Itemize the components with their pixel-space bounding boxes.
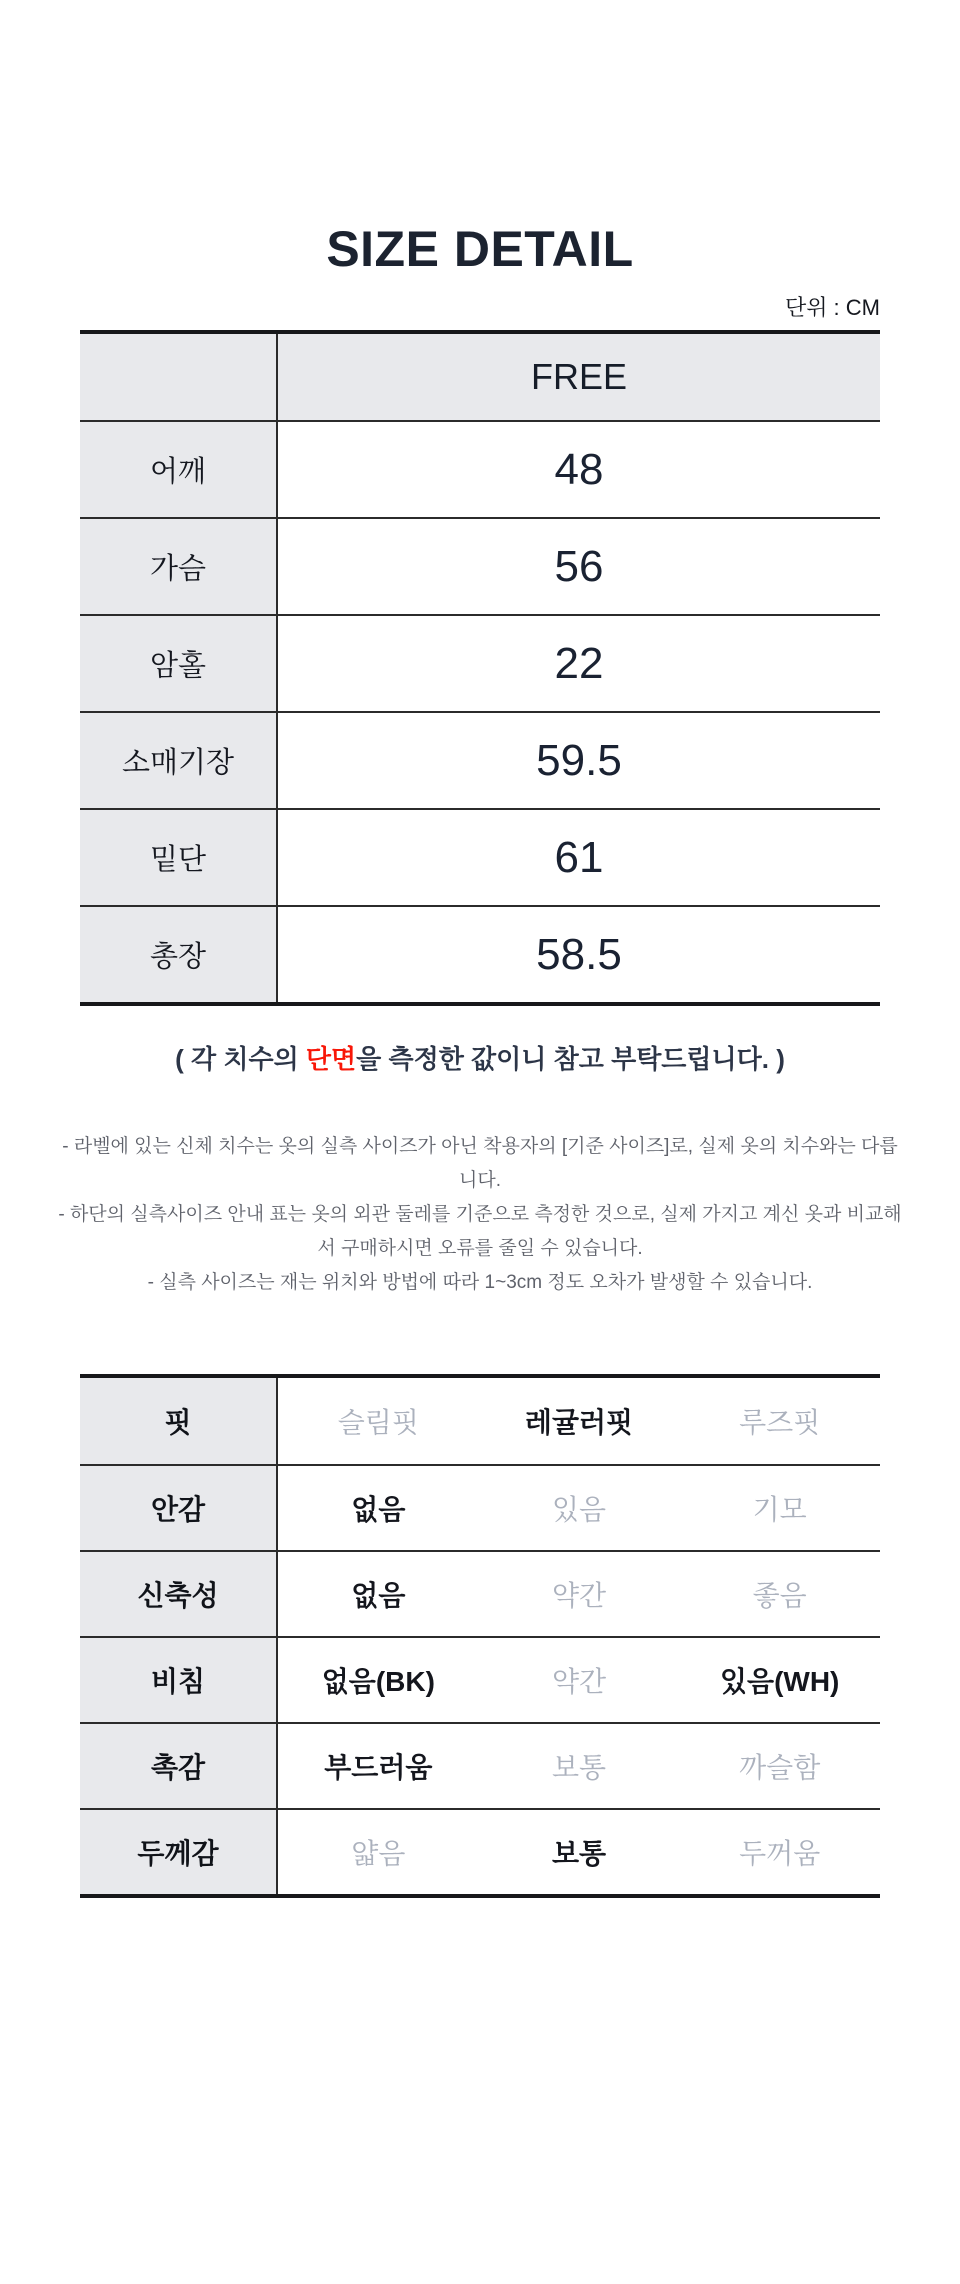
measure-value: 61: [278, 810, 880, 905]
measure-value: 48: [278, 422, 880, 517]
size-detail-table: [80, 330, 880, 1006]
attr-options: [278, 1638, 880, 1722]
measure-label: 어깨: [80, 422, 278, 517]
disclaimer-list: [57, 1130, 903, 1300]
measure-label: 암홀: [80, 616, 278, 711]
page-title: SIZE DETAIL: [326, 221, 634, 277]
attr-label: 핏: [80, 1378, 278, 1464]
table-row: [80, 1550, 880, 1636]
attr-option: 부드러움: [324, 1752, 433, 1783]
attr-option: 없음: [351, 1580, 406, 1611]
size-table-header-row: [80, 334, 880, 420]
measure-value: 58.5: [278, 907, 880, 1002]
measure-note: [0, 1044, 960, 1074]
unit-label: 단위 : CM: [784, 295, 880, 320]
attr-options: [278, 1810, 880, 1894]
attr-option: 슬림핏: [337, 1407, 419, 1438]
disclaimer-line: - 라벨에 있는 신체 치수는 옷의 실측 사이즈가 아닌 착용자의 [기준 사이즈]로, 실제 옷의 치수와는 다릅니다.: [62, 1136, 898, 1191]
attr-label: 촉감: [80, 1724, 278, 1808]
attr-options: [278, 1378, 880, 1464]
table-row: [80, 420, 880, 517]
disclaimer-line: - 하단의 실측사이즈 안내 표는 옷의 외관 둘레를 기준으로 측정한 것으로, 실제 가지고 계신 옷과 비교해서 구매하시면 오류를 줄일 수 있습니다.: [58, 1204, 902, 1259]
measure-label: 소매기장: [80, 713, 278, 808]
measure-value: 56: [278, 519, 880, 614]
measure-label: 밑단: [80, 810, 278, 905]
attr-option: 있음(WH): [719, 1666, 840, 1697]
measure-value: 22: [278, 616, 880, 711]
measure-label: 가슴: [80, 519, 278, 614]
note-suffix: 을 측정한 값이니 참고 부탁드립니다. ): [356, 1044, 785, 1074]
table-row: [80, 1808, 880, 1894]
attr-option: 보통: [551, 1752, 607, 1783]
table-row: [80, 1464, 880, 1550]
attr-option: 있음: [551, 1494, 607, 1525]
table-row: [80, 905, 880, 1002]
attr-option: 없음(BK): [321, 1666, 435, 1697]
attr-option: 루즈핏: [739, 1407, 821, 1438]
attr-option: 레귤러핏: [524, 1407, 634, 1438]
attr-option: 없음: [351, 1494, 406, 1525]
measure-value: 59.5: [278, 713, 880, 808]
table-row: [80, 1378, 880, 1464]
attr-options: [278, 1552, 880, 1636]
attr-option: 보통: [551, 1838, 607, 1869]
attr-option: 두꺼움: [739, 1838, 821, 1869]
attr-option: 좋음: [752, 1580, 807, 1611]
attr-label: 비침: [80, 1638, 278, 1722]
attr-option: 얇음: [351, 1838, 406, 1869]
attr-label: 두께감: [80, 1810, 278, 1894]
attr-options: [278, 1724, 880, 1808]
table-row: [80, 711, 880, 808]
size-column-header: FREE: [278, 334, 880, 420]
attr-option: 기모: [752, 1494, 807, 1525]
table-row: [80, 808, 880, 905]
attr-label: 신축성: [80, 1552, 278, 1636]
attr-options: [278, 1466, 880, 1550]
disclaimer-line: - 실측 사이즈는 재는 위치와 방법에 따라 1~3cm 정도 오차가 발생할 수 있습니다.: [147, 1272, 813, 1293]
attr-label: 안감: [80, 1466, 278, 1550]
table-row: [80, 1722, 880, 1808]
attr-option: 약간: [551, 1666, 607, 1697]
table-row: [80, 517, 880, 614]
attr-option: 약간: [551, 1580, 607, 1611]
size-table-corner-cell: [80, 334, 278, 420]
note-prefix: ( 각 치수의: [175, 1044, 306, 1074]
table-row: [80, 614, 880, 711]
fabric-attribute-table: [80, 1374, 880, 1898]
measure-label: 총장: [80, 907, 278, 1002]
attr-option: 까슬함: [739, 1752, 821, 1783]
table-row: [80, 1636, 880, 1722]
note-highlight: 단면: [305, 1044, 357, 1074]
